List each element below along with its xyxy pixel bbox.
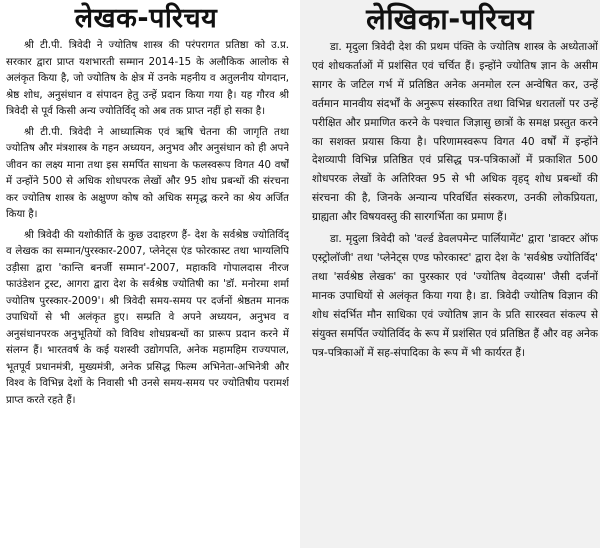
authoress-column bbox=[300, 0, 600, 548]
author-paragraph-2: श्री टी.पी. त्रिवेदी ने आध्यात्मिक एवं ऋषि चेतना की जागृति तथा ज्योतिष और मंत्रशास्त्र के गहन अध्ययन, अनुभव और अनुसंधान को ही अपने जीवन का लक्ष्य माना तथा इस समर्पित साधना के फलस्वरूप विगत 40 वर्षों में उन्होंने 500 से अधिक शोधपरक लेखों और 95 शोध प्रबन्धों की संरचना कर ज्योतिष शास्त्र के अक्षुण्ण कोष को अधिक समृद्ध करने का श्रेय अर्जित किया है। bbox=[6, 126, 289, 220]
authoress-paragraph-2: डा. मृदुला त्रिवेदी को 'वर्ल्ड डेवलपमेन्ट पार्लियामेंट' द्वारा 'डाक्टर ऑफ एस्ट्रोलॉजी' तथा 'प्लेनेट्स एण्ड फोरकास्ट' द्वारा देश के 'सर्वश्रेष्ठ ज्योतिर्विद' तथा 'सर्वश्रेष्ठ लेखक' का पुरस्कार एवं 'ज्योतिष वेदव्यास' जैसी दर्जनों मानक उपाधियों से अलंकृत किया गया है। डा. त्रिवेदी ज्योतिष विज्ञान की शोध संदर्भित मौन साधिका एवं ज्योतिष ज्ञान के प्रति सारस्वत संकल्प से संयुक्त समर्पित ज्योतिर्विद के रूप में प्रशंसित एवं प्रतिष्ठित हैं और वह अनेक पत्र-पत्रिकाओं में सह-संपादिका के रूप में भी कार्यरत हैं। bbox=[312, 233, 598, 359]
authoress-heading: लेखिका-परिचय bbox=[366, 2, 534, 36]
author-body bbox=[6, 38, 289, 413]
authoress-body bbox=[312, 38, 598, 365]
author-paragraph-1: श्री टी.पी. त्रिवेदी ने ज्योतिष शास्त्र की परंपरागत प्रतिष्ठा को उ.प्र. सरकार द्वारा प्राप्त यशभारती सम्मान 2014-15 के अलौकिक आलोक से अलंकृत किया है, जो ज्योतिष के क्षेत्र में उनके महनीय व अतुलनीय योगदान, श्रेष्ठ शोध, अनुसंधान व संपादन हेतु उन्हें प्रदान किया गया है। यह गौरव श्री त्रिवेदी से पूर्व किसी अन्य ज्योतिर्विद् को अब तक प्राप्त नहीं हो सका है। bbox=[6, 40, 289, 117]
authoress-paragraph-1: डा. मृदुला त्रिवेदी देश की प्रथम पंक्ति के ज्योतिष शास्त्र के अध्येताओं एवं शोधकर्ताओं में प्रशंसित एवं चर्चित हैं। इन्होंने ज्योतिष ज्ञान के असीम सागर के जटिल गर्भ में प्रतिष्ठित अनेक अनमोल रत्न अन्वेषित कर, उन्हें वर्तमान मानवीय संदर्भों के अनुरूप संस्कारित तथा विभिन्न धरातलों पर उन्हें परीक्षित और प्रमाणित करने के पश्चात जिज्ञासु छात्रों के समक्ष प्रस्तुत करने का सशक्त प्रयास किया है। परिणामस्वरूप विगत 40 वर्षों में इन्होंने देशव्यापी विभिन्न प्रतिष्ठित एवं प्रसिद्ध पत्र-पत्रिकाओं में प्रकाशित 500 शोधपरक लेखों के अतिरिक्त 95 से भी अधिक वृहद् शोध प्रबन्धों की संरचना की है, जिनके अन्यान्य परिवर्धित संस्करण, उनकी लोकप्रियता, ग्राह्यता और विषयवस्तु की सारगर्भिता का प्रमाण हैं। bbox=[312, 41, 598, 224]
author-paragraph-3: श्री त्रिवेदी की यशोकीर्ति के कुछ उदाहरण हैं- देश के सर्वश्रेष्ठ ज्योतिर्विद् व लेखक का सम्मान/पुरस्कार-2007, प्लेनेट्स एंड फोरकास्ट तथा भाग्यलिपि उड़ीसा द्वारा 'कान्ति बनर्जी सम्मान'-2007, महाकवि गोपालदास नीरज फाउंडेशन ट्रस्ट, आगरा द्वारा देश के सर्वश्रेष्ठ ज्योतिषी का 'डॉ. मनोरमा शर्मा ज्योतिष पुरस्कार-2009'। श्री त्रिवेदी समय-समय पर दर्जनों श्रेष्ठतम मानक उपाधियों से भी अलंकृत हुए। सम्प्रति वे अपने अध्ययन, अनुभव व अनुसंधानपरक अनुभूतियों को विविध शोधप्रबन्धों का प्रारूप प्रदान करने में संलग्न हैं। भारतवर्ष के कई यशस्वी उद्योगपति, अनेक महामहिम राज्यपाल, भूतपूर्व प्रधानमंत्री, मुख्यमंत्री, अनेक प्रसिद्ध फिल्म अभिनेता-अभिनेत्री और विश्व के विभिन्न देशों के निवासी भी उनसे समय-समय पर ज्योतिषीय परामर्श प्राप्त करते रहते हैं। bbox=[6, 229, 289, 406]
author-column bbox=[0, 0, 292, 548]
author-heading: लेखक-परिचय bbox=[74, 3, 218, 34]
column-divider bbox=[293, 0, 299, 548]
